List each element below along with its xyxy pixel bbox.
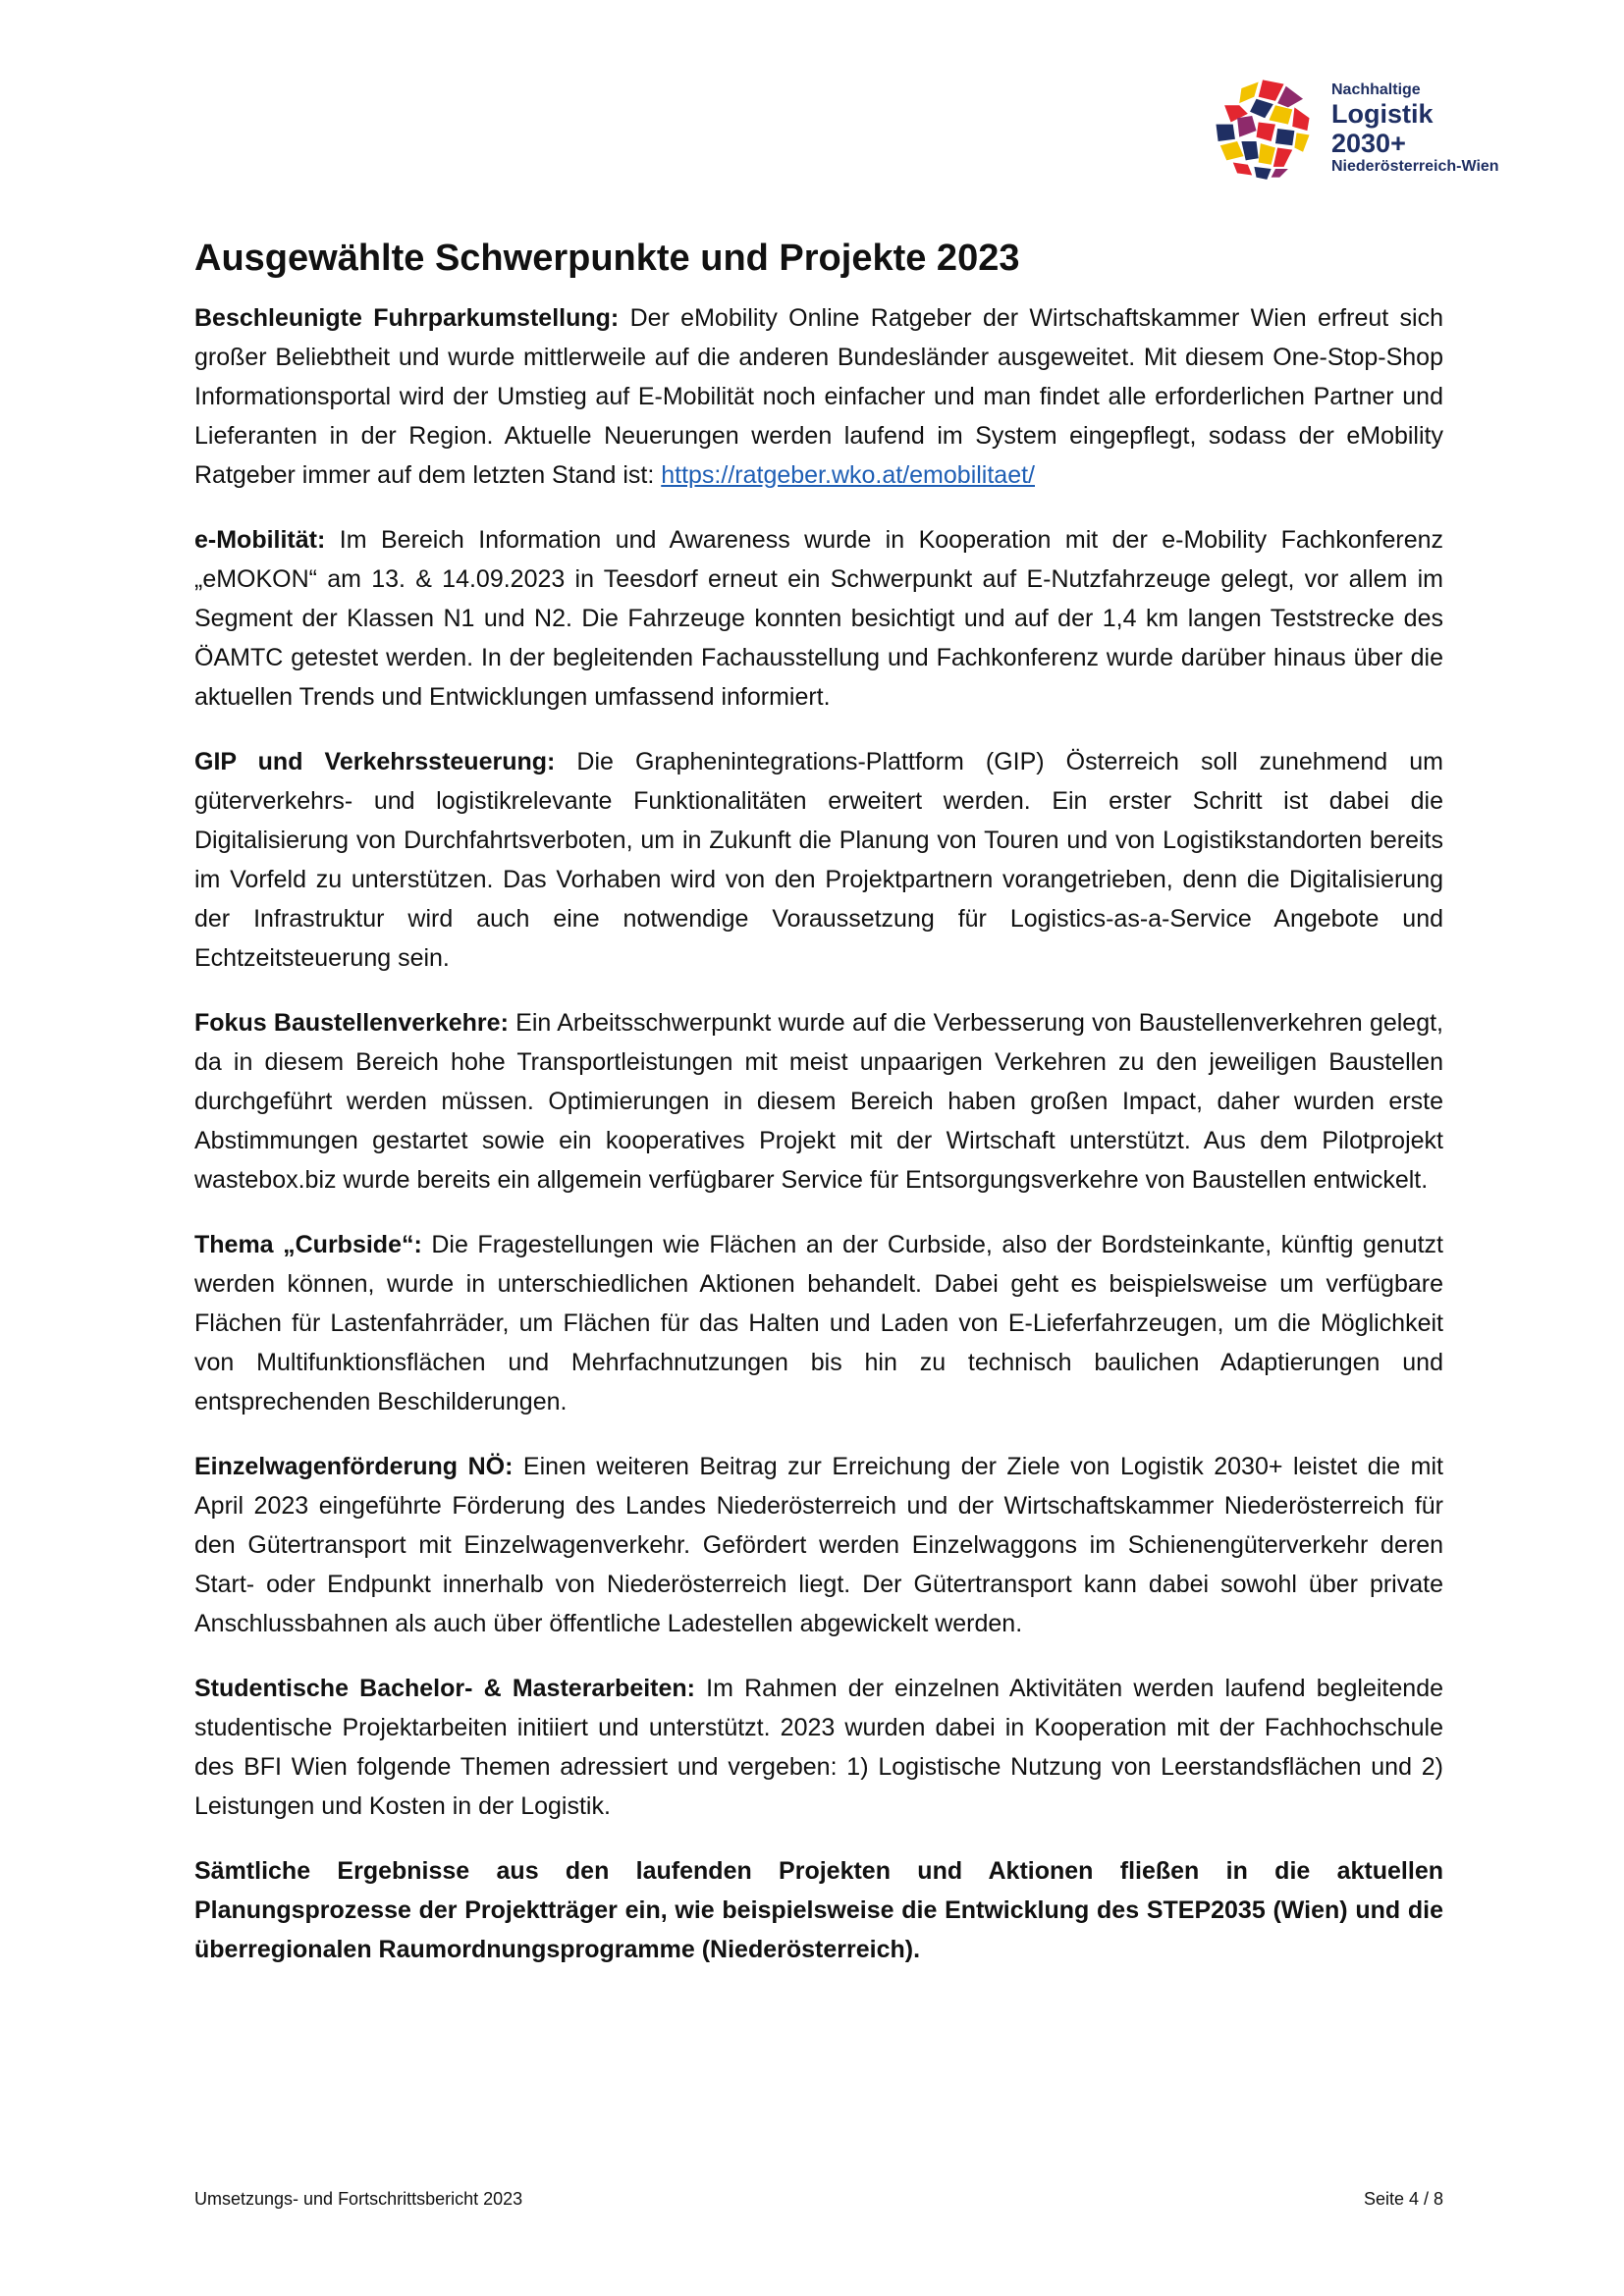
section-text: Ein Arbeitsschwerpunkt wurde auf die Verbesserung von Baustellenverkehren gelegt, da in diesem Bereich hohe Transportleistungen mit meist unpaarigen Verkehren zu den jeweiligen Baustellen durchgeführt werden müssen. Optimierungen in diesem Bereich haben großen Impact, daher wurden erste Abstimmungen gestartet sowie ein kooperatives Projekt mit der Wirtschaft unterstützt. Aus dem Pilotprojekt wastebox.biz wurde bereits ein allgemein verfügbarer Service für Entsorgungsverkehre von Baustellen entwickelt. <box>194 1008 1443 1194</box>
section-title: Fokus Baustellenverkehre: <box>194 1008 509 1037</box>
section-text: Im Bereich Information und Awareness wurde in Kooperation mit der e-Mobility Fachkonferenz „eMOKON“ am 13. & 14.09.2023 in Teesdorf erneut ein Schwerpunkt auf E-Nutzfahrzeuge gelegt, vor allem im Segment der Klassen N1 und N2. Die Fahrzeuge konnten besichtigt und auf der 1,4 km langen Teststrecke des ÖAMTC getestet werden. In der begleitenden Fachausstellung und Fachkonferenz wurde darüber hinaus über die aktuellen Trends und Entwicklungen umfassend informiert. <box>194 525 1443 711</box>
logo <box>1210 75 1504 183</box>
section-title: e-Mobilität: <box>194 525 326 554</box>
footer-report-title: Umsetzungs- und Fortschrittsbericht 2023 <box>194 2189 523 2209</box>
section-gip <box>194 742 1443 978</box>
section-einzelwagen <box>194 1447 1443 1643</box>
section-text: Einen weiteren Beitrag zur Erreichung der Ziele von Logistik 2030+ leistet die mit April 2023 eingeführte Förderung des Landes Niederösterreich und der Wirtschaftskammer Niederösterreich für den Gütertransport mit Einzelwagenverkehr. Gefördert werden Einzelwaggons im Schienengüterverkehr deren Start- oder Endpunkt innerhalb von Niederösterreich liegt. Der Gütertransport kann dabei sowohl über private Anschlussbahnen als auch über öffentliche Ladestellen abgewickelt werden. <box>194 1452 1443 1637</box>
section-title: Thema „Curbside“: <box>194 1230 422 1258</box>
section-title: Beschleunigte Fuhrparkumstellung: <box>194 303 620 332</box>
section-emobilitaet <box>194 520 1443 717</box>
section-text: Im Rahmen der einzelnen Aktivitäten werden laufend begleitende studentische Projektarbeiten initiiert und unterstützt. 2023 wurden dabei in Kooperation mit der Fachhochschule des BFI Wien folgende Themen adressiert und vergeben: 1) Logistische Nutzung von Leerstandsflächen und 2) Leistungen und Kosten in der Logistik. <box>194 1674 1443 1820</box>
section-baustellenverkehre <box>194 1003 1443 1200</box>
section-fuhrpark <box>194 298 1443 495</box>
emobility-link[interactable]: https://ratgeber.wko.at/emobilitaet/ <box>661 460 1035 489</box>
logo-mosaic-icon <box>1210 76 1316 182</box>
conclusion: Sämtliche Ergebnisse aus den laufenden Projekten und Aktionen fließen in die aktuellen Planungsprozesse der Projektträger ein, wie beispielsweise die Entwicklung des STEP2035 (Wien) und die überregionalen Raumordnungsprogramme (Niederösterreich). <box>194 1856 1443 1963</box>
logo-line-3: Niederösterreich-Wien <box>1331 158 1499 176</box>
section-title: Einzelwagenförderung NÖ: <box>194 1452 514 1480</box>
logo-line-1: Nachhaltige <box>1331 80 1421 98</box>
page-number: Seite 4 / 8 <box>1363 2189 1443 2209</box>
section-text: Die Fragestellungen wie Flächen an der Curbside, also der Bordsteinkante, künftig genutzt werden können, wurde in unterschiedlichen Aktionen behandelt. Dabei geht es beispielsweise um verfügbare Flächen für Lastenfahrräder, um Flächen für das Halten und Laden von E-Lieferfahrzeugen, um die Möglichkeit von Multifunktionsflächen und Mehrfachnutzungen bis hin zu technisch baulichen Adaptierungen und entsprechenden Beschilderungen. <box>194 1230 1443 1415</box>
page-footer <box>194 2189 1443 2210</box>
section-studentische-arbeiten <box>194 1669 1443 1826</box>
section-title: GIP und Verkehrssteuerung: <box>194 747 556 775</box>
section-title: Studentische Bachelor- & Masterarbeiten: <box>194 1674 695 1702</box>
section-text: Der eMobility Online Ratgeber der Wirtschaftskammer Wien erfreut sich großer Beliebtheit und wurde mittlerweile auf die anderen Bundesländer ausgeweitet. Mit diesem One-Stop-Shop Informationsportal wird der Umstieg auf E-Mobilität noch einfacher und man findet alle erforderlichen Partner und Lieferanten in der Region. Aktuelle Neuerungen werden laufend im System eingepflegt, sodass der eMobility Ratgeber immer auf dem letzten Stand ist: <box>194 303 1443 489</box>
page-content <box>194 236 1443 1995</box>
logo-line-2: Logistik 2030+ <box>1331 98 1434 158</box>
logo-text <box>1331 81 1504 176</box>
section-curbside <box>194 1225 1443 1421</box>
section-text: Die Graphenintegrations-Plattform (GIP) Österreich soll zunehmend um güterverkehrs- und logistikrelevante Funktionalitäten erweitert werden. Ein erster Schritt ist dabei die Digitalisierung von Durchfahrtsverboten, um in Zukunft die Planung von Touren und von Logistikstandorten bereits im Vorfeld zu unterstützen. Das Vorhaben wird von den Projektpartnern vorangetrieben, denn die Digitalisierung der Infrastruktur wird auch eine notwendige Voraussetzung für Logistics-as-a-Service Angebote und Echtzeitsteuerung sein. <box>194 747 1443 972</box>
page-title: Ausgewählte Schwerpunkte und Projekte 2023 <box>194 238 1020 279</box>
